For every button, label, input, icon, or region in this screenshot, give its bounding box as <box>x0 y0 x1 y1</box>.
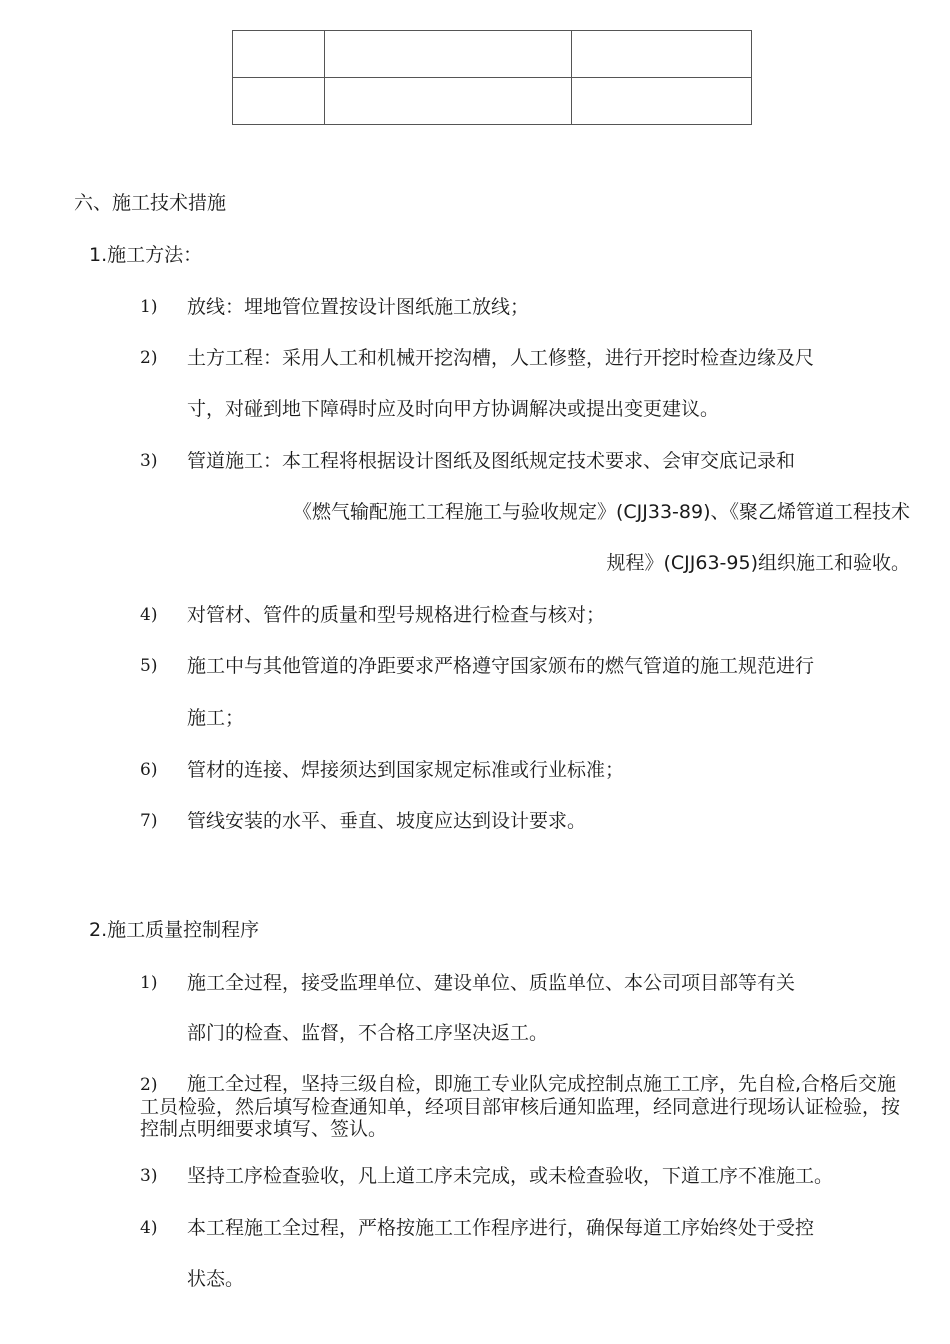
item-text: 施工中与其他管道的净距要求严格遵守国家颁布的燃气管道的施工规范进行 <box>187 655 815 677</box>
top-table <box>232 30 752 125</box>
section-heading: 六、施工技术措施 <box>74 192 227 214</box>
table-cell <box>325 31 572 78</box>
item-number: 6) <box>140 760 158 780</box>
table-cell <box>233 31 325 78</box>
item-text: 部门的检查、监督，不合格工序坚决返工。 <box>187 1022 549 1044</box>
item-text: 施工全过程，接受监理单位、建设单位、质监单位、本公司项目部等有关 <box>187 972 796 994</box>
item-number: 4) <box>140 605 158 625</box>
item-text: 土方工程：采用人工和机械开挖沟槽，人工修整，进行开挖时检查边缘及尺 <box>187 347 815 369</box>
item-text: 对管材、管件的质量和型号规格进行检查与核对； <box>187 604 606 626</box>
item-number: 3) <box>140 1166 158 1186</box>
item-text: 规程》(CJJ63-95)组织施工和验收。 <box>606 552 910 574</box>
item-number: 7) <box>140 811 158 831</box>
item-text: 状态。 <box>187 1268 245 1290</box>
item-text: 放线：埋地管位置按设计图纸施工放线； <box>187 296 530 318</box>
item-number: 4) <box>140 1218 158 1238</box>
item-text: 坚持工序检查验收，凡上道工序未完成，或未检查验收，下道工序不准施工。 <box>187 1165 834 1187</box>
item-number: 1) <box>140 973 158 993</box>
item-number: 5) <box>140 656 158 676</box>
item-number: 3) <box>140 451 158 471</box>
item-text: 寸，对碰到地下障碍时应及时向甲方协调解决或提出变更建议。 <box>187 398 720 420</box>
item-number: 2) <box>140 348 158 368</box>
table-row <box>233 31 752 78</box>
subsection-heading: 2.施工质量控制程序 <box>89 919 260 941</box>
subsection-heading: 1.施工方法： <box>89 244 203 266</box>
item-text: 施工； <box>187 707 245 729</box>
item-text: 管材的连接、焊接须达到国家规定标准或行业标准； <box>187 759 625 781</box>
item-text: 管线安装的水平、垂直、坡度应达到设计要求。 <box>187 810 587 832</box>
table-row <box>233 78 752 125</box>
item-number: 2) <box>140 1075 158 1095</box>
item-number: 1) <box>140 297 158 317</box>
table-cell <box>572 31 752 78</box>
table-cell <box>325 78 572 125</box>
item-text: 施工全过程，坚持三级自检，即施工专业队完成控制点施工工序，先自检,合格后交施工员检验，然后填写检查通知单，经项目部审核后通知监理，经同意进行现场认证检验，按控制点明细要求填写、签认。 <box>140 1073 901 1140</box>
item-text: 管道施工：本工程将根据设计图纸及图纸规定技术要求、会审交底记录和 <box>187 450 796 472</box>
table-cell <box>572 78 752 125</box>
item-text: 《燃气输配施工工程施工与验收规定》(CJJ33-89)、《聚乙烯管道工程技术 <box>292 501 910 523</box>
paragraph <box>140 1073 915 1140</box>
item-text: 本工程施工全过程，严格按施工工作程序进行，确保每道工序始终处于受控 <box>187 1217 815 1239</box>
table-cell <box>233 78 325 125</box>
